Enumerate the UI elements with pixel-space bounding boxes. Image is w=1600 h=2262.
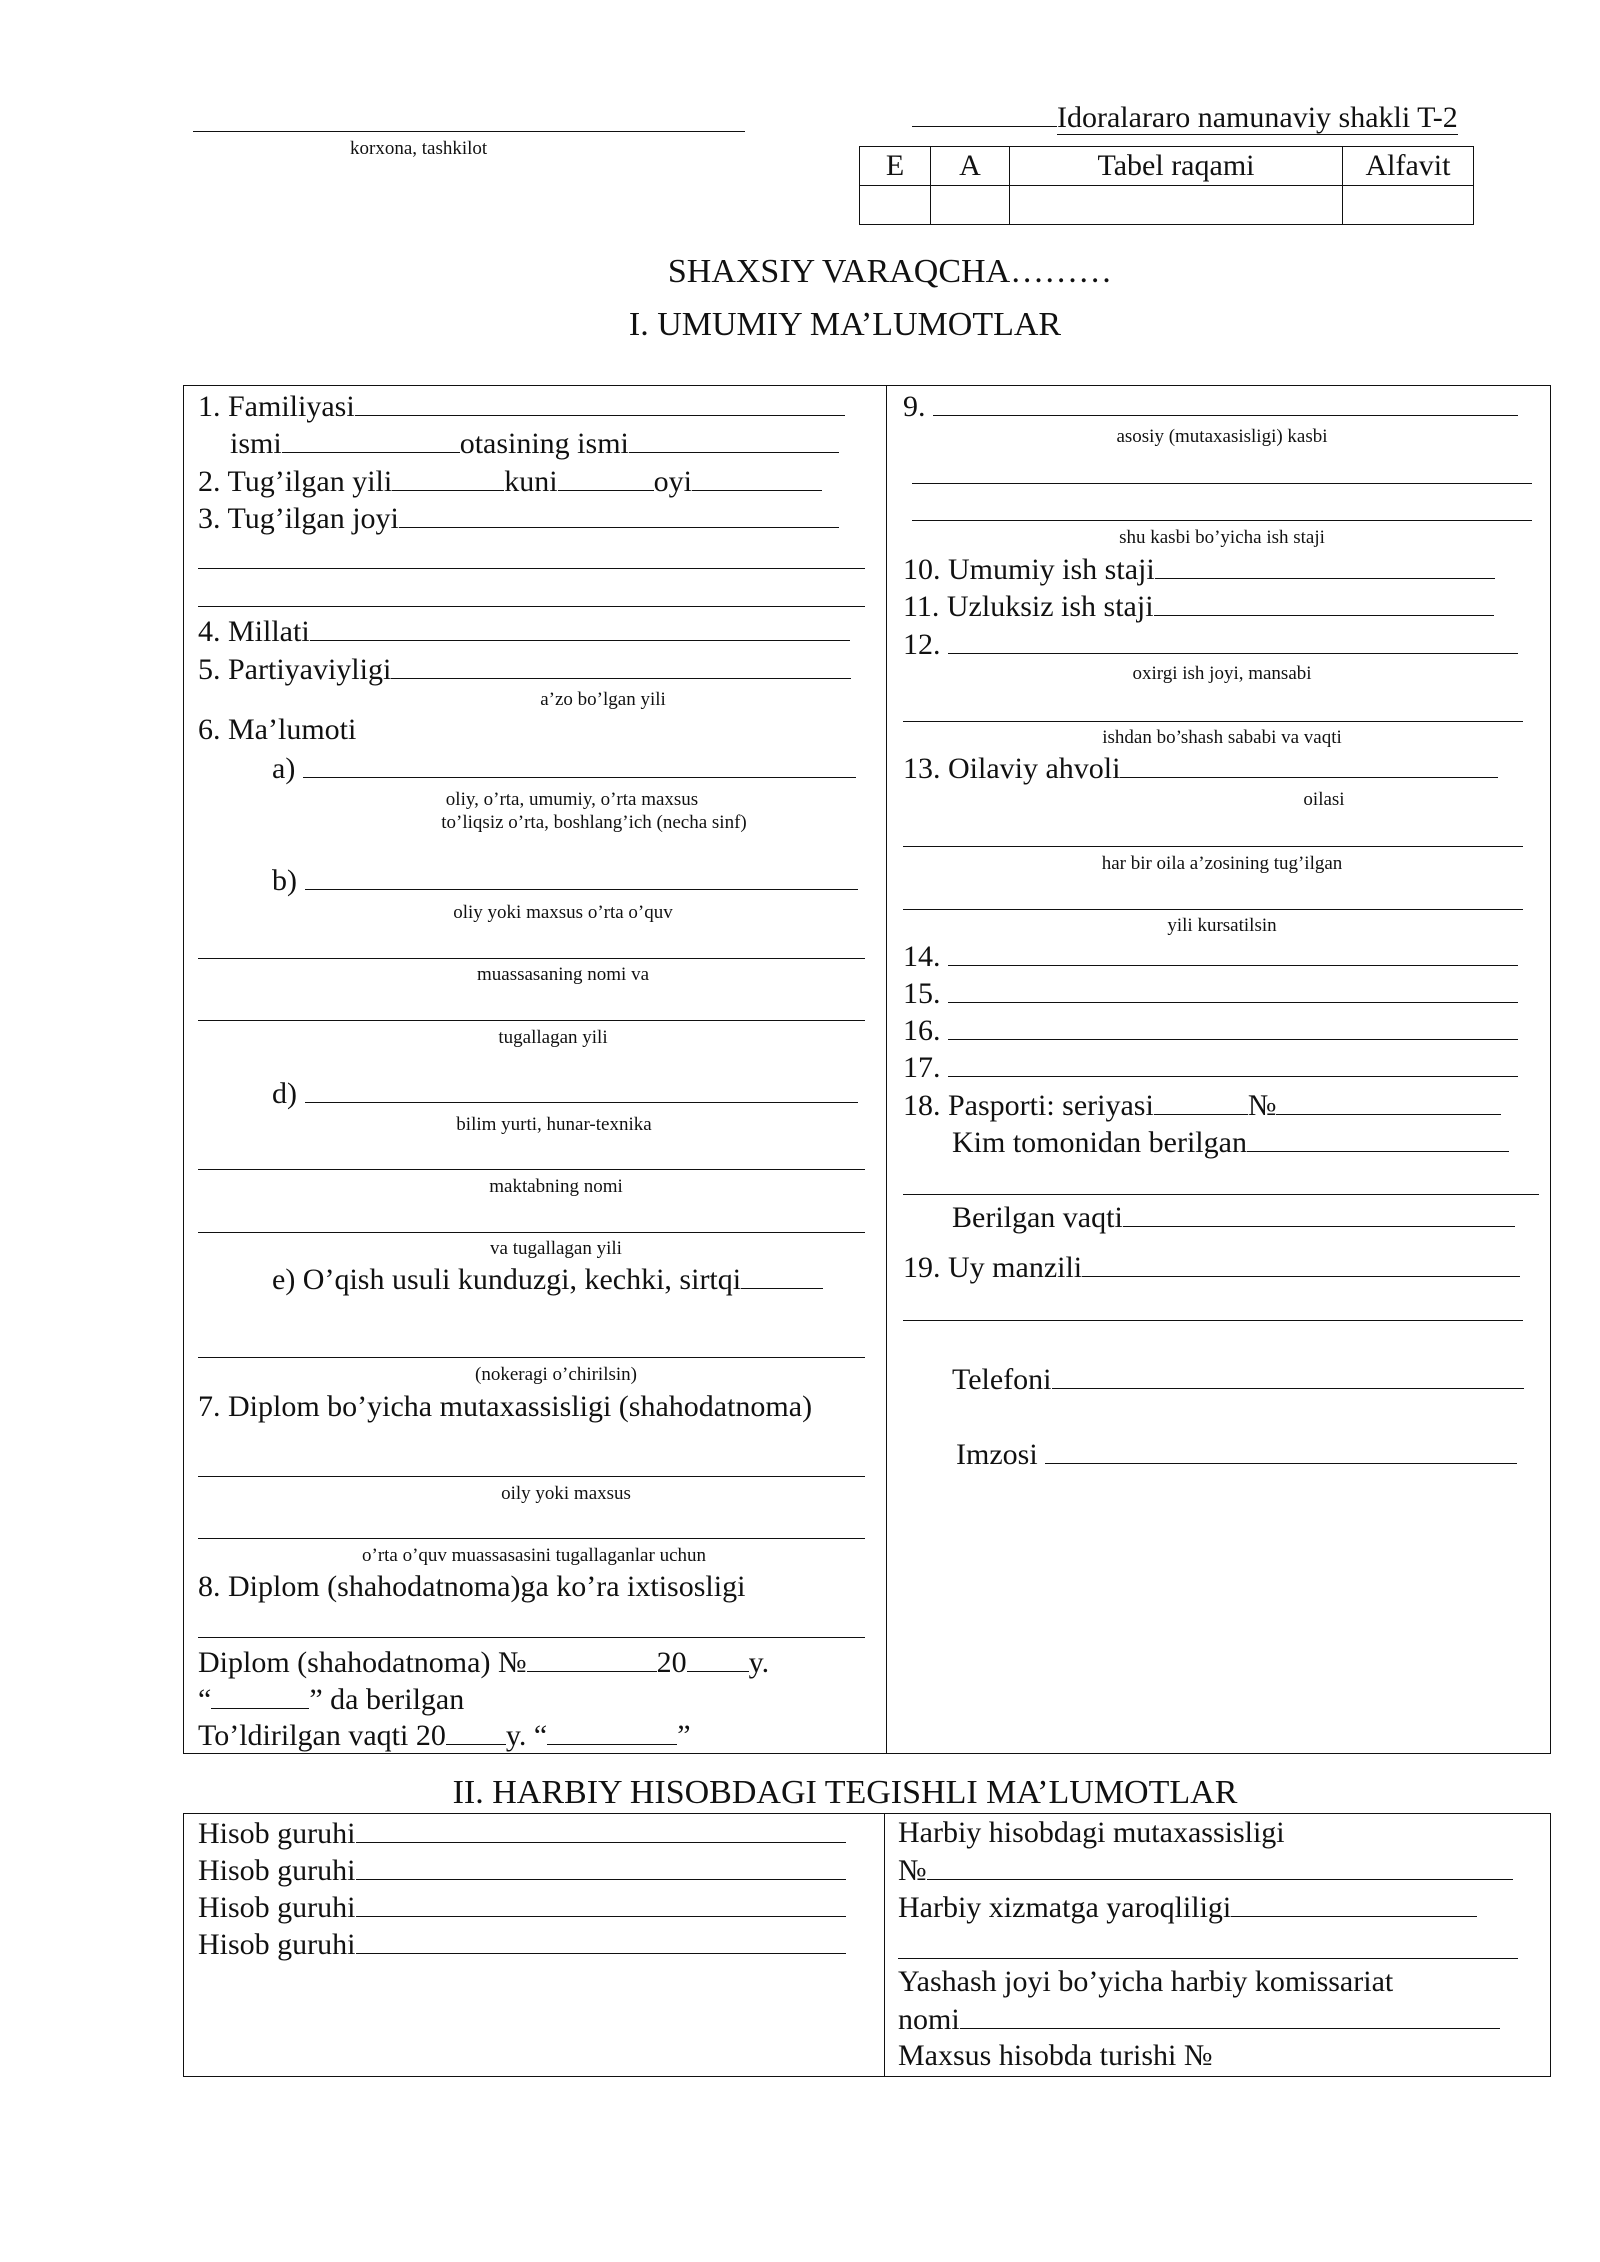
b-line-3[interactable] <box>198 1020 865 1021</box>
malumoti-d-row: d) <box>272 1076 858 1111</box>
item12-line-2[interactable] <box>903 721 1523 722</box>
shu-kasbi-caption: shu kasbi bo’yicha ish staji <box>1119 527 1325 548</box>
item9-field[interactable] <box>933 389 1518 416</box>
maxsus-hisob-label: Maxsus hisobda turishi № <box>898 2039 1213 2072</box>
oxirgi-caption: oxirgi ish joyi, mansabi <box>1132 663 1312 684</box>
codes-header-a: A <box>931 147 1010 186</box>
b-line-2[interactable] <box>198 958 865 959</box>
b-caption-3: tugallagan yili <box>498 1027 608 1048</box>
codes-cell-e[interactable] <box>860 186 931 225</box>
item15-row: 15. <box>903 976 1518 1011</box>
malumoti-label: 6. Ma’lumoti <box>198 713 357 746</box>
item9-line-2[interactable] <box>912 483 1532 484</box>
komissariat-nomi-row: nomi <box>898 2002 1500 2037</box>
item14-row: 14. <box>903 939 1518 974</box>
asosiy-caption: asosiy (mutaxasisligi) kasbi <box>1116 426 1328 447</box>
otasining-ismi-field[interactable] <box>629 426 839 453</box>
oilasi-caption: oilasi <box>1303 789 1345 810</box>
kuni-field[interactable] <box>558 464 654 491</box>
diplom-caption-1: oily yoki maxsus <box>501 1483 631 1504</box>
imzosi-row: Imzosi <box>956 1437 1517 1472</box>
malumoti-b-row: b) <box>272 863 858 898</box>
hisob-guruhi-row-4: Hisob guruhi <box>198 1927 846 1962</box>
e-caption: (nokeragi o’chirilsin) <box>475 1364 637 1385</box>
harbiy-no-row: № <box>898 1853 1513 1888</box>
tugilgan-joyi-line-2[interactable] <box>198 568 865 569</box>
umumiy-ish-field[interactable] <box>1155 552 1495 579</box>
kim-tomonidan-field[interactable] <box>1247 1125 1509 1152</box>
millati-row: 4. Millati <box>198 614 850 649</box>
hisob-guruhi-field-1[interactable] <box>356 1816 846 1843</box>
berilgan-vaqti-row: Berilgan vaqti <box>952 1200 1515 1235</box>
b-caption-2: muassasaning nomi va <box>476 964 650 985</box>
codes-cell-alfavit[interactable] <box>1343 186 1474 225</box>
section2-divider <box>884 1813 885 2077</box>
tugilgan-joyi-field[interactable] <box>399 501 839 528</box>
oqish-usuli-row: e) O’qish usuli kunduzgi, kechki, sirtqi <box>272 1262 823 1297</box>
toldirilgan-row: To’ldirilgan vaqti 20 y. “ ” <box>198 1719 691 1752</box>
page-title: SHAXSIY VARAQCHA……… <box>667 253 1113 290</box>
yaroqliligi-row: Harbiy xizmatga yaroqliligi <box>898 1890 1477 1925</box>
harbiy-mutax-label: Harbiy hisobdagi mutaxassisligi <box>898 1816 1285 1849</box>
ismi-field[interactable] <box>282 426 460 453</box>
section1-title: I. UMUMIY MA’LUMOTLAR <box>628 306 1062 343</box>
section1-divider <box>886 385 887 1754</box>
organization-name-line[interactable] <box>193 131 745 132</box>
partiyaviyligi-row: 5. Partiyaviyligi <box>198 652 851 687</box>
tugilgan-joyi-line-3[interactable] <box>198 606 865 607</box>
oyi-field[interactable] <box>692 464 822 491</box>
section2-title: II. HARBIY HISOBDAGI TEGISHLI MA’LUMOTLAR <box>452 1774 1238 1811</box>
codes-cell-a[interactable] <box>931 186 1010 225</box>
codes-header-e: E <box>860 147 931 186</box>
umumiy-ish-row: 10. Umumiy ish staji <box>903 552 1495 587</box>
komissariat-nomi-field[interactable] <box>960 2002 1500 2029</box>
toldirilgan-date-field[interactable] <box>547 1718 677 1745</box>
diplom-number-row: Diplom (shahodatnoma) № 20 y. <box>198 1646 770 1679</box>
yaroqliligi-field[interactable] <box>1231 1890 1477 1917</box>
yaroqliligi-line-2[interactable] <box>898 1958 1518 1959</box>
d-line-2[interactable] <box>198 1169 865 1170</box>
partiyaviyligi-field[interactable] <box>391 652 851 679</box>
malumoti-a-row: a) <box>272 751 856 786</box>
item16-field[interactable] <box>948 1013 1518 1040</box>
tugilgan-yili-field[interactable] <box>392 464 504 491</box>
b-caption-1: oliy yoki maxsus o’rta o’quv <box>453 902 673 923</box>
imzosi-field[interactable] <box>1045 1437 1517 1464</box>
malumoti-b-field[interactable] <box>305 863 858 890</box>
oqish-usuli-line-2[interactable] <box>198 1357 865 1358</box>
komissariat-label: Yashash joyi bo’yicha harbiy komissariat <box>898 1965 1394 1998</box>
a-caption-1: oliy, o’rta, umumiy, o’rta maxsus <box>445 789 699 810</box>
telefoni-field[interactable] <box>1052 1362 1524 1389</box>
millati-field[interactable] <box>310 614 850 641</box>
item14-field[interactable] <box>948 939 1518 966</box>
a-caption-2: to’liqsiz o’rta, boshlang’ich (necha sinf) <box>441 812 747 833</box>
item12-field[interactable] <box>948 627 1518 654</box>
pasport-row: 18. Pasporti: seriyasi № <box>903 1088 1501 1123</box>
kim-tomonidan-line-2[interactable] <box>903 1194 1539 1195</box>
item16-row: 16. <box>903 1013 1518 1048</box>
harbiy-no-field[interactable] <box>927 1853 1513 1880</box>
diplom-mutax-line-2[interactable] <box>198 1538 865 1539</box>
malumoti-d-field[interactable] <box>305 1076 858 1103</box>
ishdan-caption: ishdan bo’shash sababi va vaqti <box>1102 727 1342 748</box>
diplom-mutax-line-1[interactable] <box>198 1476 865 1477</box>
d-caption-3: va tugallagan yili <box>490 1238 622 1259</box>
diplom-mutax-label: 7. Diplom bo’yicha mutaxassisligi (shahodatnoma) <box>198 1390 813 1423</box>
pasport-number-field[interactable] <box>1276 1088 1501 1115</box>
diplom-caption-2: o’rta o’quv muassasasini tugallaganlar uchun <box>361 1545 707 1566</box>
codes-header-alfavit: Alfavit <box>1343 147 1474 186</box>
uzluksiz-ish-field[interactable] <box>1154 589 1494 616</box>
hisob-guruhi-field-3[interactable] <box>356 1890 846 1917</box>
hisob-guruhi-row-2: Hisob guruhi <box>198 1853 846 1888</box>
hisob-guruhi-field-2[interactable] <box>356 1853 846 1880</box>
item17-row: 17. <box>903 1050 1518 1085</box>
azo-caption: a’zo bo’lgan yili <box>540 689 666 710</box>
organization-caption: korxona, tashkilot <box>350 138 488 159</box>
d-caption-2: maktabning nomi <box>489 1176 623 1197</box>
uy-manzili-line-2[interactable] <box>903 1320 1523 1321</box>
form-name-underline-prefix <box>912 100 1057 127</box>
d-line-3[interactable] <box>198 1232 865 1233</box>
oqish-usuli-field[interactable] <box>741 1262 823 1289</box>
codes-table <box>859 146 1474 225</box>
item17-field[interactable] <box>948 1050 1518 1077</box>
oilaviy-field[interactable] <box>1120 751 1498 778</box>
toldirilgan-year-field[interactable] <box>446 1718 506 1745</box>
tugilgan-yili-row: 2. Tug’ilgan yili kuni oyi <box>198 464 822 499</box>
oilaviy-line-2[interactable] <box>903 846 1523 847</box>
familiyasi-field[interactable] <box>355 389 845 416</box>
form-name: Idoralararo namunaviy shakli T-2 <box>912 100 1458 135</box>
diplom-number-field[interactable] <box>527 1645 657 1672</box>
item12-row: 12. <box>903 627 1518 662</box>
uzluksiz-ish-row: 11. Uzluksiz ish staji <box>903 589 1494 624</box>
codes-header-tabel: Tabel raqami <box>1010 147 1343 186</box>
hisob-guruhi-row-3: Hisob guruhi <box>198 1890 846 1925</box>
item9-row: 9. <box>903 389 1518 424</box>
familiyasi-row: 1. Familiyasi <box>198 389 845 424</box>
diplom-ixtisos-label: 8. Diplom (shahodatnoma)ga ko’ra ixtisosligi <box>198 1570 746 1603</box>
hisob-guruhi-row-1: Hisob guruhi <box>198 1816 846 1851</box>
yili-caption: yili kursatilsin <box>1167 915 1277 936</box>
item9-line-3[interactable] <box>912 520 1532 521</box>
oilaviy-row: 13. Oilaviy ahvoli <box>903 751 1498 786</box>
kim-tomonidan-row: Kim tomonidan berilgan <box>952 1125 1509 1160</box>
oilaviy-line-3[interactable] <box>903 909 1523 910</box>
berilgan-vaqti-field[interactable] <box>1123 1200 1515 1227</box>
tugilgan-joyi-row: 3. Tug’ilgan joyi <box>198 501 839 536</box>
diplom-ixtisos-line[interactable] <box>198 1637 865 1638</box>
malumoti-a-field[interactable] <box>303 751 856 778</box>
pasport-seriya-field[interactable] <box>1154 1088 1248 1115</box>
uy-manzili-field[interactable] <box>1082 1250 1520 1277</box>
har-bir-caption: har bir oila a’zosining tug’ilgan <box>1101 853 1343 874</box>
diplom-year-field[interactable] <box>687 1645 749 1672</box>
hisob-guruhi-field-4[interactable] <box>356 1927 846 1954</box>
codes-cell-tabel[interactable] <box>1010 186 1343 225</box>
telefoni-row: Telefoni <box>952 1362 1524 1397</box>
uy-manzili-row: 19. Uy manzili <box>903 1250 1520 1285</box>
ismi-row: ismi otasining ismi <box>230 426 839 461</box>
item15-field[interactable] <box>948 976 1518 1003</box>
d-caption-1: bilim yurti, hunar-texnika <box>456 1114 652 1135</box>
diplom-date-row: “ ” da berilgan <box>198 1683 465 1716</box>
diplom-date-field[interactable] <box>211 1682 309 1709</box>
